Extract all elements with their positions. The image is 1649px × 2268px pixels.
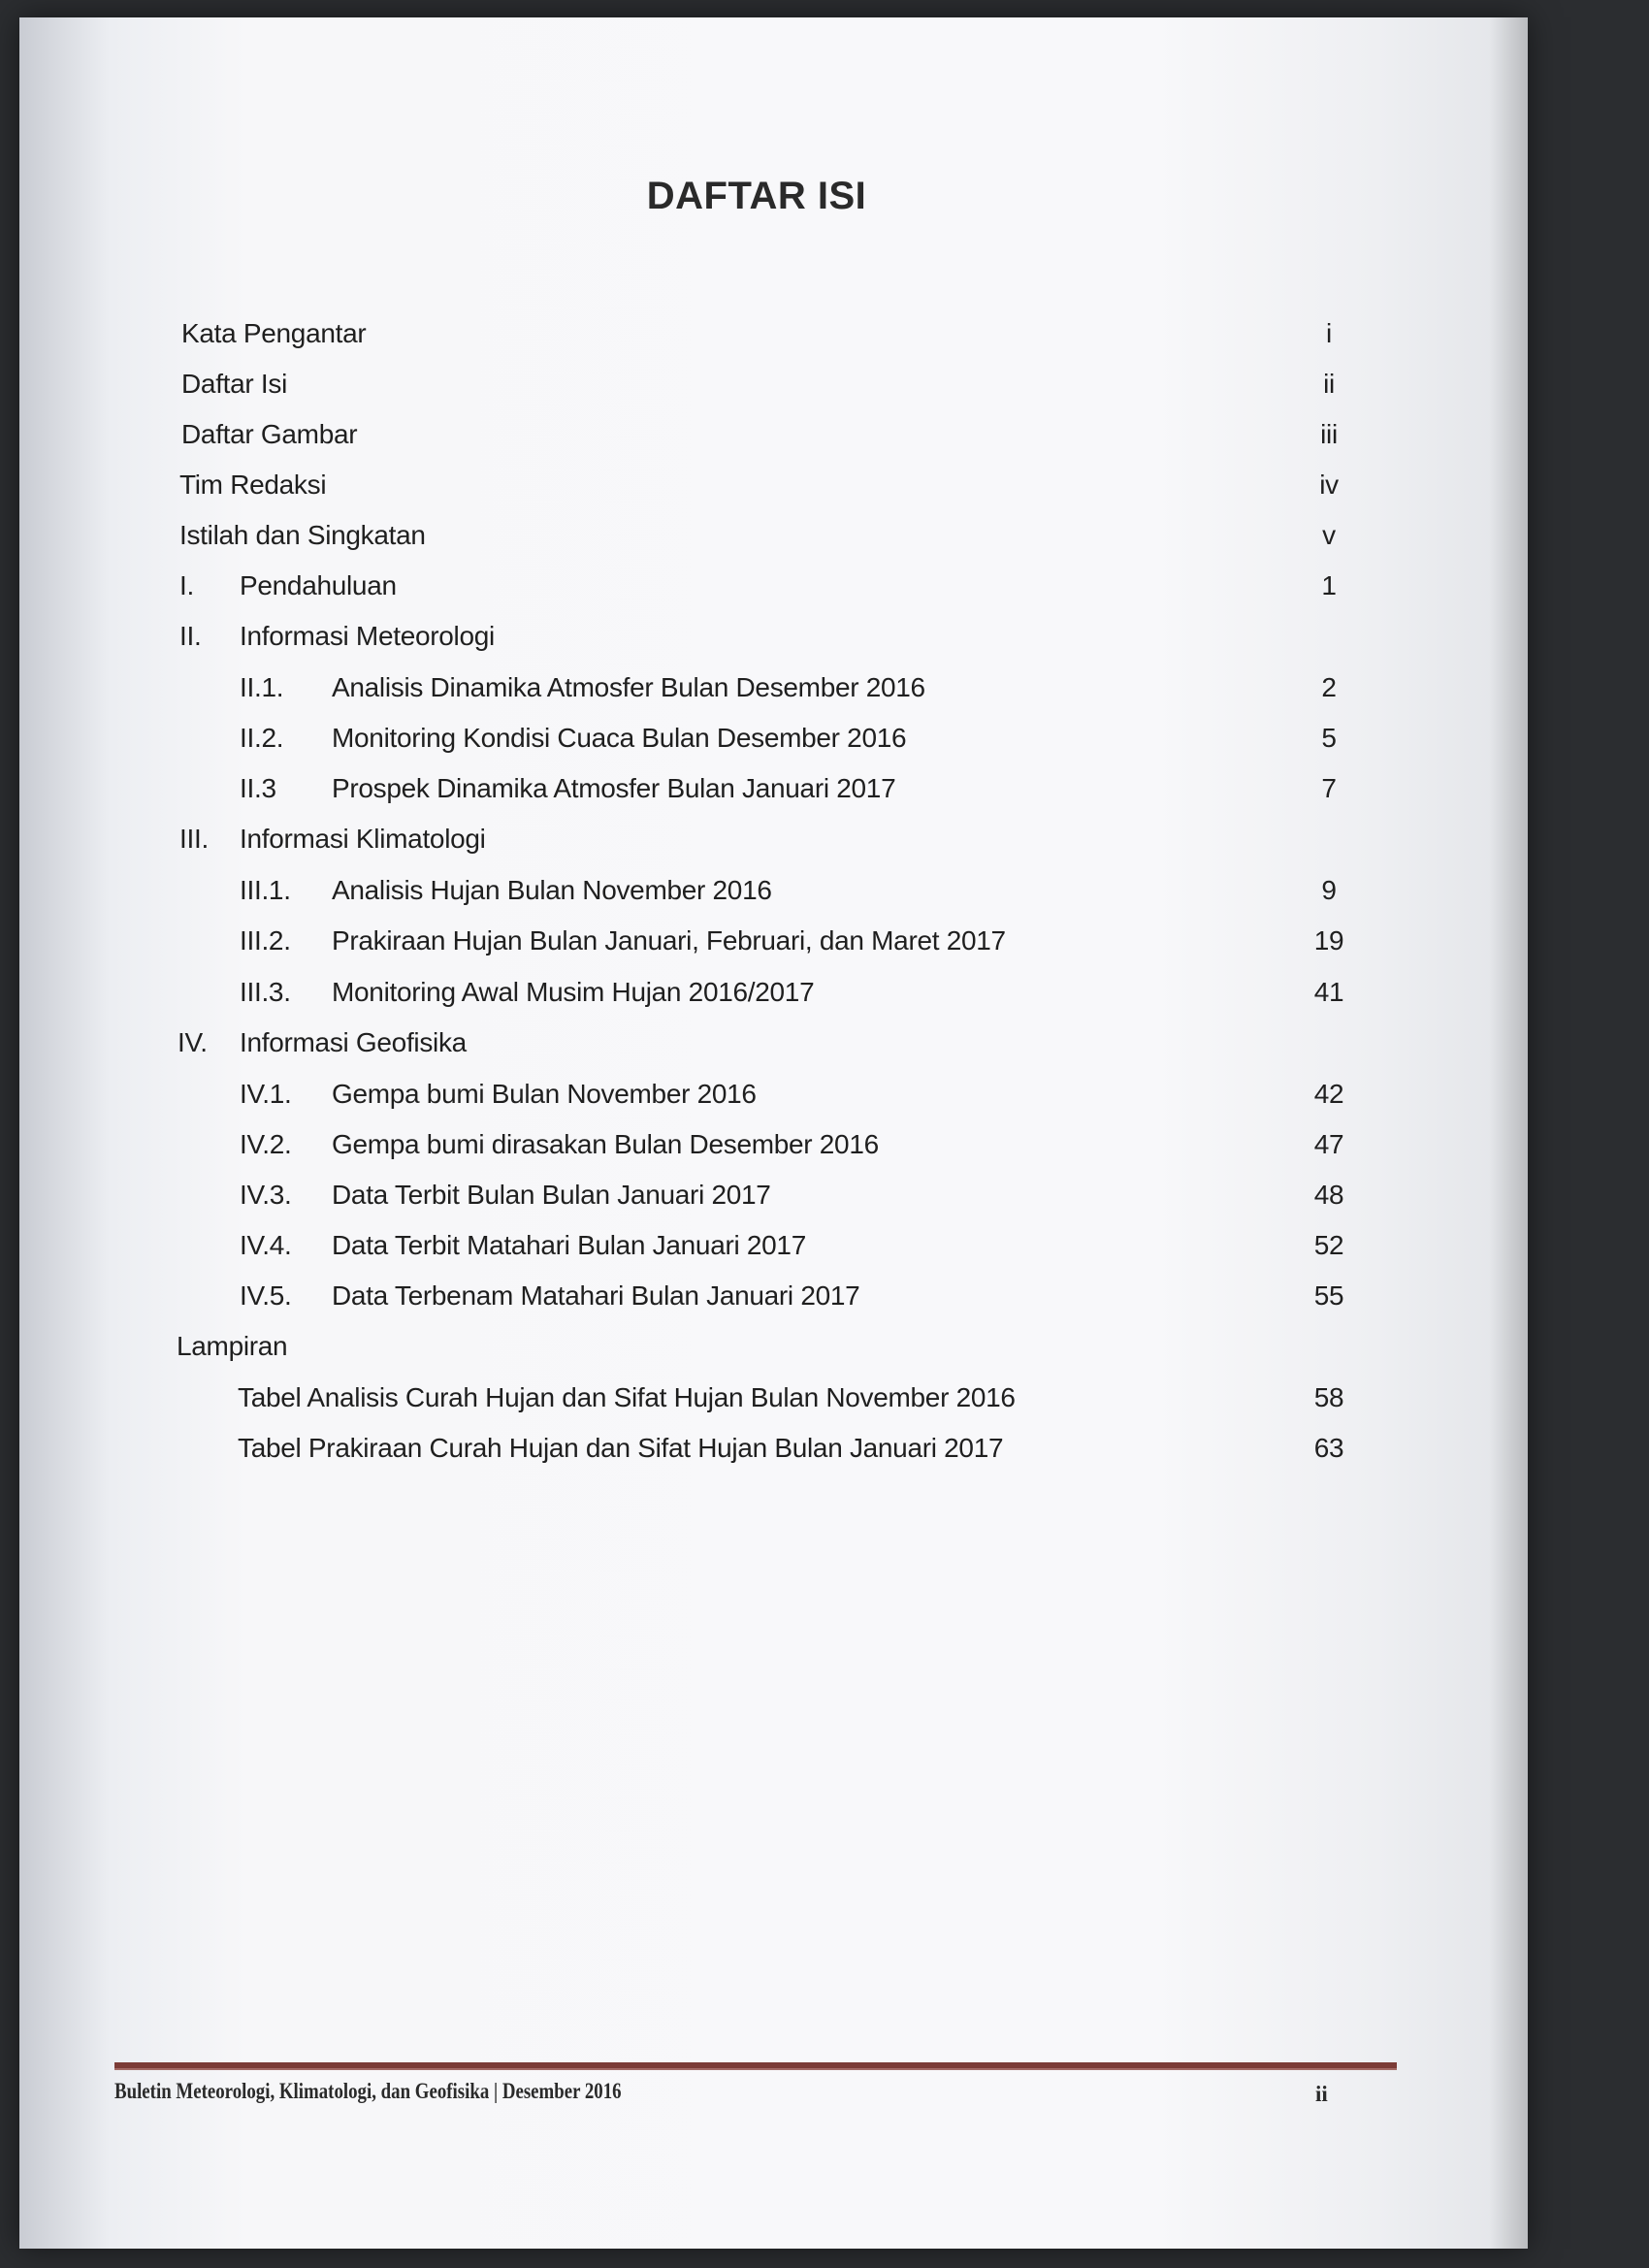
toc-entry-lampiran	[19, 1331, 1528, 1374]
toc-label: Gempa bumi dirasakan Bulan Desember 2016	[332, 1129, 879, 1159]
toc-page: 48	[1313, 1180, 1344, 1210]
toc-label: Informasi Meteorologi	[240, 621, 495, 651]
toc-label: Monitoring Kondisi Cuaca Bulan Desember 2016	[332, 723, 907, 753]
toc-number: II.3	[240, 773, 276, 803]
toc-label: Tabel Analisis Curah Hujan dan Sifat Hujan Bulan November 2016	[238, 1382, 1016, 1412]
toc-entry-daftar-isi	[19, 369, 1528, 411]
toc-page: 63	[1313, 1433, 1344, 1463]
toc-page: 1	[1321, 570, 1337, 600]
toc-label: Prospek Dinamika Atmosfer Bulan Januari 2017	[332, 773, 896, 803]
toc-label: Data Terbenam Matahari Bulan Januari 2017	[332, 1280, 860, 1311]
toc-entry-iv-5	[19, 1280, 1528, 1323]
toc-label: Informasi Geofisika	[240, 1027, 467, 1057]
toc-number: III.3.	[240, 977, 291, 1007]
toc-page: v	[1322, 520, 1336, 550]
toc-number: I.	[179, 570, 194, 600]
footer-divider	[114, 2062, 1397, 2070]
document-page	[19, 17, 1528, 2249]
toc-label: Istilah dan Singkatan	[179, 520, 426, 550]
toc-entry-kata-pengantar	[19, 318, 1528, 361]
toc-number: IV.3.	[240, 1180, 292, 1210]
toc-label: Daftar Gambar	[181, 419, 358, 449]
toc-label: Pendahuluan	[240, 570, 397, 600]
toc-number: IV.1.	[240, 1079, 292, 1109]
toc-number: II.2.	[240, 723, 284, 753]
toc-label: Lampiran	[177, 1331, 288, 1361]
footer-page-number: ii	[1315, 2082, 1328, 2106]
toc-number: IV.5.	[240, 1280, 292, 1311]
toc-page: 5	[1321, 723, 1337, 753]
toc-label: Gempa bumi Bulan November 2016	[332, 1079, 757, 1109]
toc-number: IV.4.	[240, 1230, 292, 1260]
toc-page: iv	[1319, 470, 1339, 500]
toc-entry-daftar-gambar	[19, 419, 1528, 462]
toc-label: Tim Redaksi	[179, 470, 327, 500]
toc-entry-geofisika	[19, 1027, 1528, 1070]
toc-entry-meteorologi	[19, 621, 1528, 664]
toc-page: iii	[1320, 419, 1338, 449]
toc-page: 7	[1321, 773, 1337, 803]
toc-entry-iv-2	[19, 1129, 1528, 1172]
toc-page: 19	[1313, 925, 1344, 956]
toc-label: Analisis Dinamika Atmosfer Bulan Desember 2016	[332, 672, 925, 702]
footer-title: Buletin Meteorologi, Klimatologi, dan Geofisika | Desember 2016	[114, 2079, 622, 2103]
toc-label: Informasi Klimatologi	[240, 824, 486, 854]
page-title: DAFTAR ISI	[646, 175, 867, 217]
toc-page: 58	[1313, 1382, 1344, 1412]
toc-number: III.2.	[240, 925, 291, 956]
toc-entry-ii-3	[19, 773, 1528, 816]
toc-entry-ii-2	[19, 723, 1528, 765]
toc-page: ii	[1323, 369, 1335, 399]
toc-entry-istilah	[19, 520, 1528, 563]
toc-label: Kata Pengantar	[181, 318, 367, 348]
toc-label: Prakiraan Hujan Bulan Januari, Februari, dan Maret 2017	[332, 925, 1006, 956]
toc-label: Daftar Isi	[181, 369, 288, 399]
toc-entry-klimatologi	[19, 824, 1528, 866]
toc-entry-iii-3	[19, 977, 1528, 1020]
toc-entry-tim-redaksi	[19, 470, 1528, 512]
toc-number: III.1.	[240, 875, 291, 905]
toc-page: 52	[1313, 1230, 1344, 1260]
toc-entry-iv-4	[19, 1230, 1528, 1273]
toc-entry-iii-2	[19, 925, 1528, 968]
toc-page: 2	[1321, 672, 1337, 702]
toc-label: Tabel Prakiraan Curah Hujan dan Sifat Hujan Bulan Januari 2017	[238, 1433, 1004, 1463]
toc-entry-pendahuluan	[19, 570, 1528, 613]
toc-number: IV.2.	[240, 1129, 292, 1159]
toc-page: 41	[1313, 977, 1344, 1007]
toc-number: IV.	[178, 1027, 208, 1057]
toc-entry-iv-1	[19, 1079, 1528, 1121]
toc-page: 47	[1313, 1129, 1344, 1159]
toc-number: II.1.	[240, 672, 284, 702]
toc-number: III.	[179, 824, 209, 854]
toc-page: 55	[1313, 1280, 1344, 1311]
toc-entry-iii-1	[19, 875, 1528, 918]
toc-page: 42	[1313, 1079, 1344, 1109]
toc-label: Monitoring Awal Musim Hujan 2016/2017	[332, 977, 815, 1007]
toc-label: Analisis Hujan Bulan November 2016	[332, 875, 772, 905]
toc-entry-iv-3	[19, 1180, 1528, 1222]
toc-page: 9	[1321, 875, 1337, 905]
toc-label: Data Terbit Bulan Bulan Januari 2017	[332, 1180, 771, 1210]
toc-number: II.	[179, 621, 202, 651]
toc-entry-lampiran-analisis	[19, 1382, 1528, 1425]
toc-entry-lampiran-prakiraan	[19, 1433, 1528, 1475]
toc-page: i	[1326, 318, 1332, 348]
toc-entry-ii-1	[19, 672, 1528, 715]
toc-label: Data Terbit Matahari Bulan Januari 2017	[332, 1230, 806, 1260]
